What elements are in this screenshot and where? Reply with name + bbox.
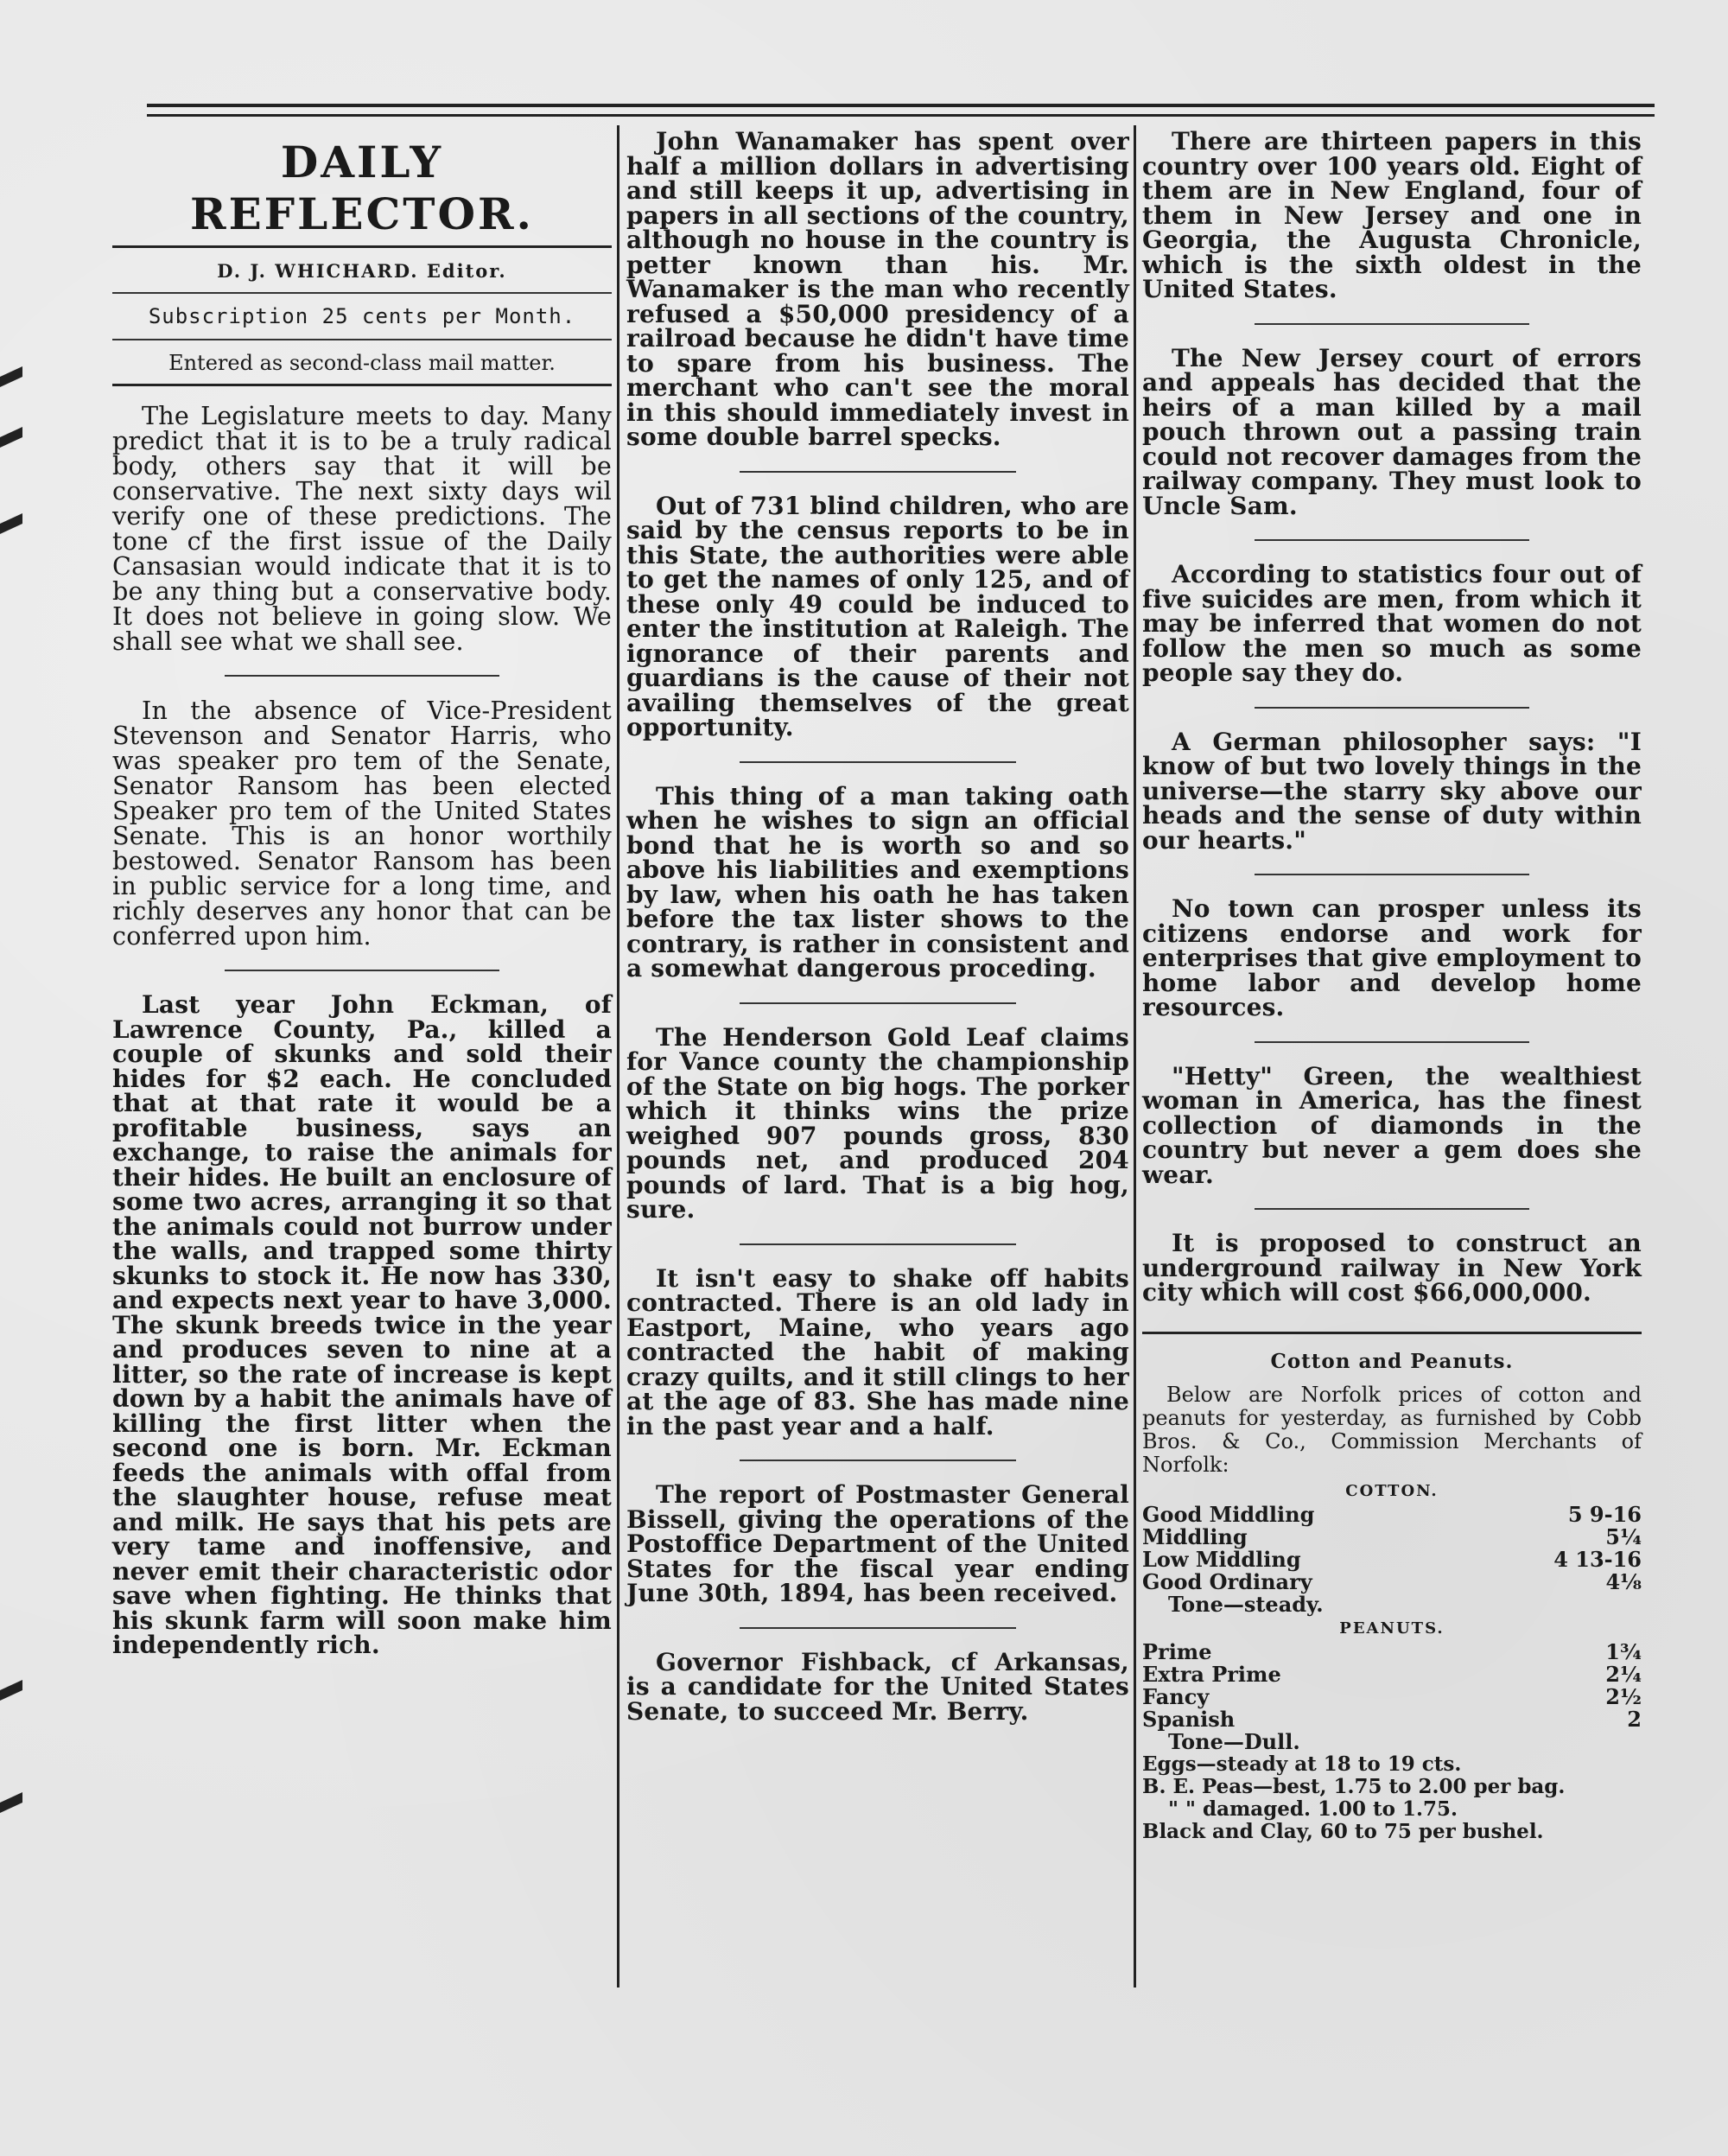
price-label: Middling (1142, 1523, 1248, 1549)
price-value: 4⅛ (1605, 1568, 1642, 1594)
article-old-papers (1142, 127, 1642, 303)
price-row (1142, 1501, 1642, 1527)
subscription-line: Subscription 25 cents per Month. (148, 304, 576, 328)
column-divider (617, 125, 619, 1987)
edge-mark (0, 513, 22, 534)
price-row (1142, 1663, 1642, 1686)
top-rule-secondary (147, 114, 1655, 117)
market-title: Cotton and Peanuts. (1270, 1349, 1514, 1373)
price-value: 1¾ (1605, 1638, 1642, 1664)
article-divider (740, 1002, 1016, 1004)
price-value: 2½ (1605, 1683, 1642, 1709)
article-text: This thing of a man taking oath when he wishes to sign an official bond that he is worth so and so above his liabilities and exemptions by law, when his oath he has taken before the tax lister shows to the contrary, is rather in consistent and a somewhat dangerous proceding. (626, 781, 1129, 983)
entered-line: Entered as second-class mail matter. (168, 351, 556, 375)
price-label: Extra Prime (1142, 1661, 1281, 1687)
peas-damaged-line: " " damaged. 1.00 to 1.75. (1168, 1797, 1458, 1821)
article-text: A German philosopher says: "I know of but two lovely things in the universe—the starry sky above our heads and the sense of duty within our hearts." (1142, 727, 1642, 855)
editor-line: D. J. WHICHARD. Editor. (217, 260, 507, 282)
price-value: 5 9-16 (1567, 1501, 1642, 1527)
article-text: According to statistics four out of five suicides are men, from which it may be inferred that women do not follow the men so much as some people say they do. (1142, 560, 1642, 687)
eggs-line: Eggs—steady at 18 to 19 cts. (1142, 1752, 1462, 1776)
price-row (1142, 1568, 1642, 1594)
article-text: The New Jersey court of errors and appeals has decided that the heirs of a man killed by a mail pouch thrown out a passing train could not recover damages from the railway company. They must look to Uncle Sam. (1142, 343, 1642, 520)
column-3 (1142, 127, 1642, 1843)
column-2 (626, 127, 1129, 1726)
article-skunk-farm (112, 990, 612, 1659)
column-1 (112, 130, 612, 1658)
column-divider (1134, 125, 1136, 1987)
clay-line: Black and Clay, 60 to 75 per bushel. (1142, 1819, 1544, 1843)
article-divider (1255, 1208, 1529, 1210)
masthead-rule (112, 339, 612, 340)
article-philosopher (1142, 727, 1642, 855)
price-label: Low Middling (1142, 1546, 1301, 1572)
article-ransom (112, 698, 612, 949)
article-suicides (1142, 560, 1642, 687)
article-divider (1255, 874, 1529, 875)
article-postmaster (626, 1480, 1129, 1607)
article-divider (740, 471, 1016, 473)
article-text: "Hetty" Green, the wealthiest woman in America, has the finest collection of diamonds in the country but never a gem does she wear. (1142, 1061, 1642, 1189)
price-label: Good Ordinary (1142, 1568, 1312, 1594)
section-rule (1142, 1332, 1642, 1334)
article-text: It is proposed to construct an underground railway in New York city which will cost $66,000,000. (1142, 1229, 1642, 1307)
price-value: 2¼ (1605, 1661, 1642, 1687)
article-text: Governor Fishback, cf Arkansas, is a candidate for the United States Senate, to succeed Mr. Berry. (626, 1647, 1129, 1726)
article-text: It isn't easy to shake off habits contracted. There is an old lady in Eastport, Maine, who years ago contracted the habit of making crazy quilts, and it still clings to her at the age of 83. She has made nine in the past year and a half. (626, 1263, 1129, 1441)
masthead-rule (112, 245, 612, 248)
article-court-appeals (1142, 343, 1642, 520)
article-legislature (112, 401, 612, 656)
market-intro: Below are Norfolk prices of cotton and peanuts for yesterday, as furnished by Cobb Bros. & Co., Commission Merchants of Norfolk: (1142, 1382, 1642, 1477)
edge-mark (0, 1792, 22, 1813)
article-text: No town can prosper unless its citizens endorse and work for enterprises that give employment to home labor and develop home resources. (1142, 894, 1642, 1021)
price-value: 2 (1627, 1706, 1642, 1732)
edge-mark (0, 366, 22, 387)
top-rule (147, 104, 1655, 107)
article-text: The Henderson Gold Leaf claims for Vance county the championship of the State on big hogs. The porker which it thinks wins the prize weighed 907 pounds gross, 830 pounds net, and produced 204 pounds of lard. That is a big hog, sure. (626, 1022, 1129, 1224)
article-town-prosper (1142, 894, 1642, 1021)
edge-mark (0, 427, 22, 448)
price-row (1142, 1708, 1642, 1731)
article-divider (1255, 323, 1529, 325)
price-row (1142, 1546, 1642, 1572)
price-row (1142, 1523, 1642, 1549)
article-fishback (626, 1647, 1129, 1726)
price-label: Fancy (1142, 1683, 1210, 1709)
article-text: John Wanamaker has spent over half a million dollars in advertising and still keeps it up, advertising in papers in all sections of the country, although no house in the country is petter known than his. Mr. Wanamaker is the man who recently refused a $50,000 presidency of a railroad because he didn't have time to spare from his business. The merchant who can't see the moral in this should immediately invest in some double barrel specks. (626, 127, 1129, 451)
masthead-title: DAILY REFLECTOR. (190, 137, 534, 239)
article-text: Last year John Eckman, of Lawrence County, Pa., killed a couple of skunks and sold their hides for $2 each. He concluded that at that rate it would be a profitable business, says an exchange, to raise the animals for their hides. He built an enclosure of some two acres, arranging it so that the animals could not burrow under the walls, and trapped some thirty skunks to stock it. He now has 330, and expects next year to have 3,000. The skunk breeds twice in the year and produces seven to nine at a litter, so the rate of increase is kept down by a habit the animals have of killing the first litter when the second one is born. Mr. Eckman feeds the animals with offal from the slaughter house, refuse meat and milk. He says that his pets are very tame and inoffensive, and never emit their characteristic odor save when fighting. He thinks that his skunk farm will soon make him independently rich. (112, 990, 612, 1659)
price-label: Spanish (1142, 1706, 1236, 1732)
article-text: The report of Postmaster General Bissell, giving the operations of the Postoffice Department of the United States for the fiscal year ending June 30th, 1894, has been received. (626, 1480, 1129, 1607)
article-text: The Legislature meets to day. Many predict that it is to be a truly radical body, others say that it will be conservative. The next sixty days wil verify one of these predictions. The tone cf the first issue of the Daily Cansasian would indicate that it is to be any thing but a conservative body. It does not believe in going slow. We shall see what we shall see. (112, 401, 612, 656)
cotton-tone: Tone—steady. (1168, 1591, 1324, 1617)
cotton-heading: COTTON. (1345, 1481, 1439, 1500)
market-report (1142, 1350, 1642, 1843)
peanuts-tone: Tone—Dull. (1168, 1728, 1300, 1754)
masthead-rule (112, 292, 612, 294)
article-divider (225, 970, 499, 971)
peanut-price-list (1142, 1638, 1642, 1732)
article-divider (740, 1243, 1016, 1245)
article-divider (225, 675, 499, 677)
article-divider (1255, 539, 1529, 541)
article-text: There are thirteen papers in this country over 100 years old. Eight of them are in New England, four of them in New Jersey and one in Georgia, the Augusta Chronicle, which is the sixth oldest in the United States. (1142, 127, 1642, 303)
article-underground-railway (1142, 1231, 1642, 1306)
article-divider (1255, 1041, 1529, 1043)
article-blind-children (626, 491, 1129, 741)
price-label: Good Middling (1142, 1501, 1315, 1527)
article-wanamaker (626, 127, 1129, 451)
price-value: 5¼ (1605, 1523, 1642, 1549)
article-hetty-green (1142, 1061, 1642, 1189)
article-oath (626, 781, 1129, 983)
article-divider (1255, 707, 1529, 709)
price-value: 4 13-16 (1553, 1546, 1642, 1572)
article-big-hog (626, 1022, 1129, 1224)
edge-mark (0, 1680, 22, 1701)
masthead-rule (112, 384, 612, 386)
price-row (1142, 1638, 1642, 1664)
article-divider (740, 1627, 1016, 1629)
price-label: Prime (1142, 1638, 1212, 1664)
cotton-price-list (1142, 1501, 1642, 1594)
article-crazy-quilts (626, 1263, 1129, 1441)
peas-best-line: B. E. Peas—best, 1.75 to 2.00 per bag. (1142, 1774, 1566, 1798)
article-divider (740, 1460, 1016, 1461)
article-divider (740, 761, 1016, 763)
price-row (1142, 1683, 1642, 1709)
peanuts-heading: PEANUTS. (1339, 1619, 1445, 1638)
article-text: Out of 731 blind children, who are said by the census reports to be in this State, the authorities were able to get the names of only 125, and of these only 49 could be induced to enter the institution at Raleigh. The ignorance of their parents and guardians is the cause of their not availing themselves of the great opportunity. (626, 491, 1129, 741)
article-text: In the absence of Vice-President Stevenson and Senator Harris, who was speaker pro tem of the Senate, Senator Ransom has been elected Speaker pro tem of the United States Senate. This is an honor worthily bestowed. Senator Ransom has been in public service for a long time, and richly deserves any honor that can be conferred upon him. (112, 696, 612, 951)
